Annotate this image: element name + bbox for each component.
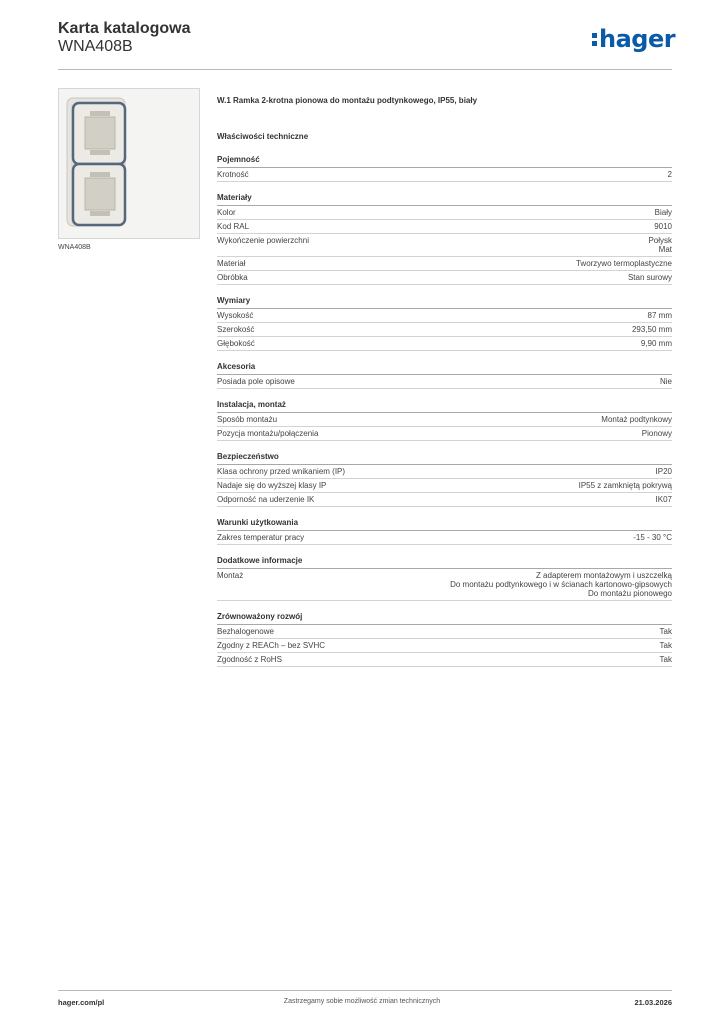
- property-value: [642, 429, 672, 438]
- double-frame-icon: [59, 89, 199, 238]
- property-row: [217, 323, 672, 337]
- property-value: [450, 571, 672, 598]
- footer-website: hager.com/pl: [58, 998, 105, 1007]
- property-value: [601, 415, 672, 424]
- property-label: Zgodność z RoHS: [217, 655, 282, 664]
- property-row: [217, 625, 672, 639]
- image-caption: WNA408B: [58, 244, 91, 251]
- content-area: [217, 96, 672, 677]
- property-row: [217, 234, 672, 257]
- property-value-line: 87 mm: [647, 311, 672, 320]
- property-label: Sposób montażu: [217, 415, 278, 424]
- property-label: Krotność: [217, 170, 249, 179]
- section-heading: Materiały: [217, 192, 672, 206]
- property-label: Kod RAL: [217, 222, 250, 231]
- property-value: [641, 339, 672, 348]
- property-value-line: Tak: [659, 655, 672, 664]
- property-section: [217, 399, 672, 441]
- property-value: [579, 481, 672, 490]
- section-heading: Zrównoważony rozwój: [217, 611, 672, 625]
- footer-divider: [58, 990, 672, 991]
- property-label: Kolor: [217, 208, 236, 217]
- property-label: Bezhalogenowe: [217, 627, 274, 636]
- section-heading: Warunki użytkowania: [217, 517, 672, 531]
- property-value-line: 9,90 mm: [640, 339, 672, 348]
- property-value-line: Montaż podtynkowy: [601, 415, 672, 424]
- property-value: [660, 655, 672, 664]
- hager-logo: [592, 25, 675, 53]
- property-label: Nadaje się do wyższej klasy IP: [217, 481, 327, 490]
- properties-list: [217, 154, 672, 667]
- property-row: [217, 220, 672, 234]
- property-value-line: IP20: [655, 467, 672, 476]
- property-value: [576, 259, 672, 268]
- property-row: [217, 257, 672, 271]
- property-row: [217, 375, 672, 389]
- section-heading: Akcesoria: [217, 361, 672, 375]
- section-heading: Instalacja, montaż: [217, 399, 672, 413]
- section-heading: Wymiary: [217, 295, 672, 309]
- property-row: [217, 493, 672, 507]
- property-value: [648, 236, 672, 254]
- property-row: [217, 465, 672, 479]
- technical-properties-heading: Właściwości techniczne: [217, 132, 309, 141]
- property-row: [217, 639, 672, 653]
- property-value: [632, 325, 672, 334]
- property-label: Zakres temperatur pracy: [217, 533, 305, 542]
- property-value: [660, 377, 672, 386]
- property-value-line: 2: [667, 170, 672, 179]
- property-row: [217, 479, 672, 493]
- property-value-line: Połysk: [648, 236, 672, 245]
- property-row: [217, 206, 672, 220]
- property-value-line: IP55 z zamkniętą pokrywą: [578, 481, 672, 490]
- product-code: WNA408B: [58, 38, 133, 55]
- property-value: [628, 273, 672, 282]
- property-section: [217, 555, 672, 601]
- logo-text: hager: [599, 25, 676, 53]
- property-label: Obróbka: [217, 273, 248, 282]
- property-label: Głębokość: [217, 339, 255, 348]
- property-row: [217, 168, 672, 182]
- property-value-line: Mat: [658, 245, 672, 254]
- section-heading: Dodatkowe informacje: [217, 555, 672, 569]
- header-divider: [58, 69, 672, 70]
- property-value-line: Do montażu pionowego: [587, 589, 672, 598]
- property-value-line: Do montażu podtynkowego i w ścianach kartonowo-gipsowych: [450, 580, 672, 589]
- document-title: Karta katalogowa: [58, 20, 191, 37]
- product-title: W.1 Ramka 2-krotna pionowa do montażu podtynkowego, IP55, biały: [217, 96, 478, 105]
- property-value: [633, 533, 672, 542]
- property-value: [656, 495, 672, 504]
- property-value: [648, 311, 672, 320]
- property-row: [217, 337, 672, 351]
- property-section: [217, 451, 672, 507]
- footer-date: 21.03.2026: [634, 998, 672, 1007]
- section-heading: Pojemność: [217, 154, 672, 168]
- property-row: [217, 569, 672, 601]
- logo-mark-icon: [592, 25, 598, 47]
- property-section: [217, 517, 672, 545]
- property-label: Pozycja montażu/połączenia: [217, 429, 319, 438]
- property-value-line: IK07: [655, 495, 672, 504]
- property-row: [217, 309, 672, 323]
- property-row: [217, 271, 672, 285]
- property-label: Wysokość: [217, 311, 254, 320]
- property-label: Odporność na uderzenie IK: [217, 495, 315, 504]
- property-value-line: Biały: [654, 208, 672, 217]
- property-value-line: Z adapterem montażowym i uszczelką: [535, 571, 672, 580]
- property-label: Klasa ochrony przed wnikaniem (IP): [217, 467, 346, 476]
- property-value-line: 293,50 mm: [631, 325, 672, 334]
- property-value-line: -15 - 30 °C: [633, 533, 672, 542]
- property-label: Szerokość: [217, 325, 255, 334]
- property-row: [217, 427, 672, 441]
- property-section: [217, 611, 672, 667]
- footer-disclaimer: Zastrzegamy sobie możliwość zmian technicznych: [283, 998, 441, 1005]
- section-heading: Bezpieczeństwo: [217, 451, 672, 465]
- product-image: [58, 88, 200, 239]
- property-value: [660, 641, 672, 650]
- property-value-line: Tak: [659, 627, 672, 636]
- property-section: [217, 295, 672, 351]
- property-value-line: Nie: [659, 377, 672, 386]
- property-label: Montaż: [217, 571, 244, 580]
- property-value: [656, 467, 672, 476]
- property-value: [655, 208, 672, 217]
- property-label: Materiał: [217, 259, 246, 268]
- property-row: [217, 531, 672, 545]
- property-value-line: 9010: [654, 222, 672, 231]
- property-value-line: Stan surowy: [627, 273, 672, 282]
- property-label: Zgodny z REACh – bez SVHC: [217, 641, 326, 650]
- property-value: [654, 222, 672, 231]
- property-value-line: Pionowy: [641, 429, 672, 438]
- property-row: [217, 413, 672, 427]
- property-value-line: Tworzywo termoplastyczne: [575, 259, 672, 268]
- property-label: Wykończenie powierzchni: [217, 236, 309, 245]
- property-value: [660, 627, 672, 636]
- property-section: [217, 192, 672, 285]
- property-section: [217, 154, 672, 182]
- property-label: Posiada pole opisowe: [217, 377, 295, 386]
- property-value: [668, 170, 672, 179]
- property-row: [217, 653, 672, 667]
- property-value-line: Tak: [659, 641, 672, 650]
- property-section: [217, 361, 672, 389]
